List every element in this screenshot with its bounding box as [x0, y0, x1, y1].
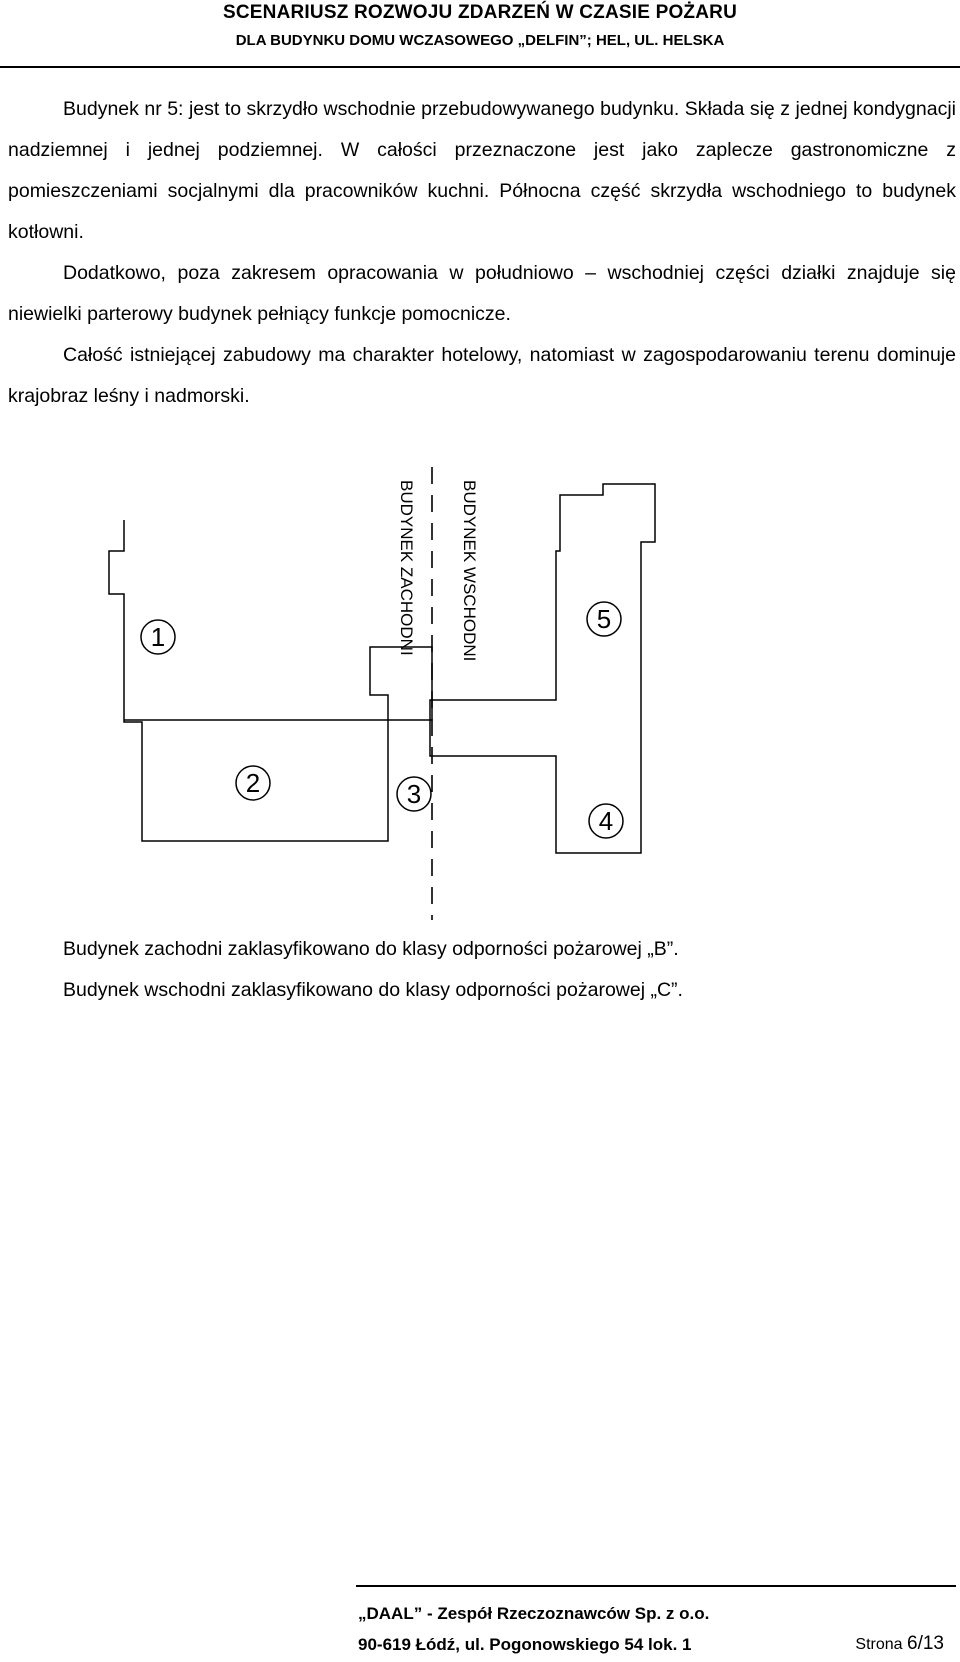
marker-number-2: 2	[245, 768, 261, 798]
label-east-building: BUDYNEK WSCHODNI	[460, 480, 479, 662]
document-subtitle: DLA BUDYNKU DOMU WCZASOWEGO „DELFIN”; HEL, UL. HELSKA	[235, 32, 725, 49]
page-label: Strona	[855, 1636, 908, 1653]
page-value: 6/13	[907, 1633, 944, 1654]
paragraph-building-5: Budynek nr 5: jest to skrzydło wschodnie przebudowywanego budynku. Składa się z jednej kondygnacji nadziemnej i jednej podziemnej. W całości przeznaczone jest jako zaplecze gastronomiczne z pomieszczeniami socjalnymi dla pracowników kuchni. Północna część skrzydła wschodniego to budynek kotłowni.	[8, 98, 956, 243]
marker-number-3: 3	[406, 779, 422, 809]
description-text	[8, 89, 956, 417]
page-number	[855, 1633, 944, 1655]
site-plan-diagram	[0, 460, 960, 925]
classification-west: Budynek zachodni zaklasyfikowano do klasy odporności pożarowej „B”.	[63, 938, 679, 960]
paragraph-character: Całość istniejącej zabudowy ma charakter hotelowy, natomiast w zagospodarowaniu terenu dominuje krajobraz leśny i nadmorski.	[8, 344, 956, 407]
header-divider	[0, 66, 960, 68]
classification-east: Budynek wschodni zaklasyfikowano do klasy odporności pożarowej „C”.	[63, 979, 683, 1001]
paragraph-auxiliary-building: Dodatkowo, poza zakresem opracowania w południowo – wschodniej części działki znajduje się niewielki parterowy budynek pełniący funkcje pomocnicze.	[8, 262, 956, 325]
footer-company: „DAAL” - Zespół Rzeczoznawców Sp. z o.o.	[358, 1604, 710, 1623]
footer-address: 90-619 Łódź, ul. Pogonowskiego 54 lok. 1	[358, 1635, 692, 1654]
label-west-building: BUDYNEK ZACHODNI	[397, 480, 416, 656]
classification-text	[8, 929, 956, 1011]
marker-number-4: 4	[598, 806, 614, 836]
marker-number-5: 5	[596, 604, 612, 634]
marker-number-1: 1	[150, 622, 166, 652]
west-building-outline	[109, 520, 432, 841]
footer-divider	[356, 1585, 956, 1587]
document-title: SCENARIUSZ ROZWOJU ZDARZEŃ W CZASIE POŻARU	[222, 2, 737, 23]
